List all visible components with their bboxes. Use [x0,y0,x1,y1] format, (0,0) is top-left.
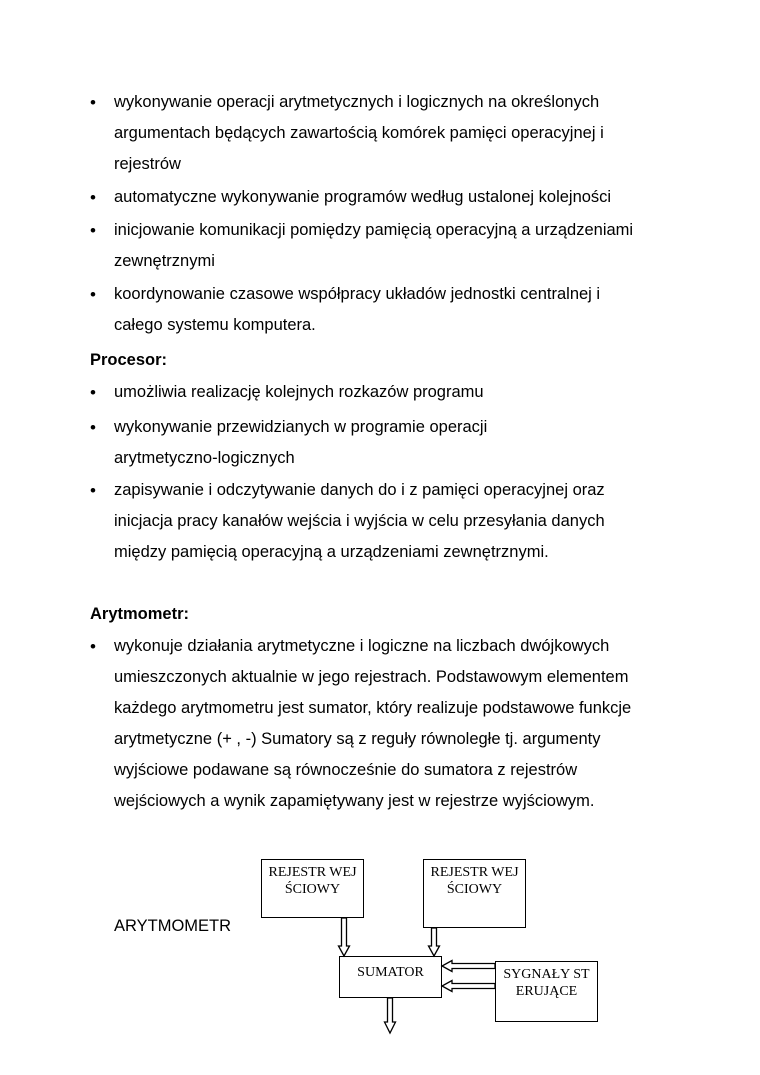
diagram-label: ARYTMOMETR [114,917,232,935]
list-item: • automatyczne wykonywanie programów według ustalonej kolejności [90,182,694,213]
sumator-label: SUMATOR [357,965,424,980]
register-label: REJESTR WEJŚCIOWY [268,865,357,897]
list-item: • inicjowanie komunikacji pomiędzy pamięcią operacyjną a urządzeniami zewnętrznymi [90,215,650,277]
list-item: • umożliwia realizację kolejnych rozkazów programu [90,377,650,408]
list-item: • wykonuje działania arytmetyczne i logiczne na liczbach dwójkowych umieszczonych aktualnie w jego rejestrach. Podstawowym elementem każdego arytmometru jest sumator, który realizuje podstawowe funkcje arytmetyczne (+ , -) Sumatory są z reguły równoległe tj. argumenty wyjściowe podawane są równocześnie do sumatora z rejestrów wejściowych a wynik zapamiętywany jest w rejestrze wyjściowym. [90,631,650,817]
arrow-signals-to-sumator-2 [442,981,495,992]
register-label: REJESTR WEJŚCIOWY [430,865,519,897]
arrow-signals-to-sumator-1 [442,961,495,972]
list-item: • wykonywanie przewidzianych w programie operacji arytmetyczno-logicznych [90,412,544,474]
signals-label: SYGNAŁY STERUJĄCE [503,967,590,999]
arrow-sumator-output [385,998,396,1033]
arrow-register1-to-sumator [339,918,350,956]
list-item: • zapisywanie i odczytywanie danych do i z pamięci operacyjnej oraz inicjacja pracy kanałów wejścia i wyjścia w celu przesyłania danych między pamięcią operacyjną a urządzeniami zewnętrznymi. [90,475,650,568]
list-item: • wykonywanie operacji arytmetycznych i logicznych na określonych argumentach będących zawartością komórek pamięci operacyjnej i rejestrów [90,87,650,180]
heading-procesor: Procesor: [90,351,168,369]
heading-arytmometr: Arytmometr: [90,605,190,623]
list-item: • koordynowanie czasowe współpracy układów jednostki centralnej i całego systemu komputera. [90,279,650,341]
arrow-register2-to-sumator [429,928,440,956]
